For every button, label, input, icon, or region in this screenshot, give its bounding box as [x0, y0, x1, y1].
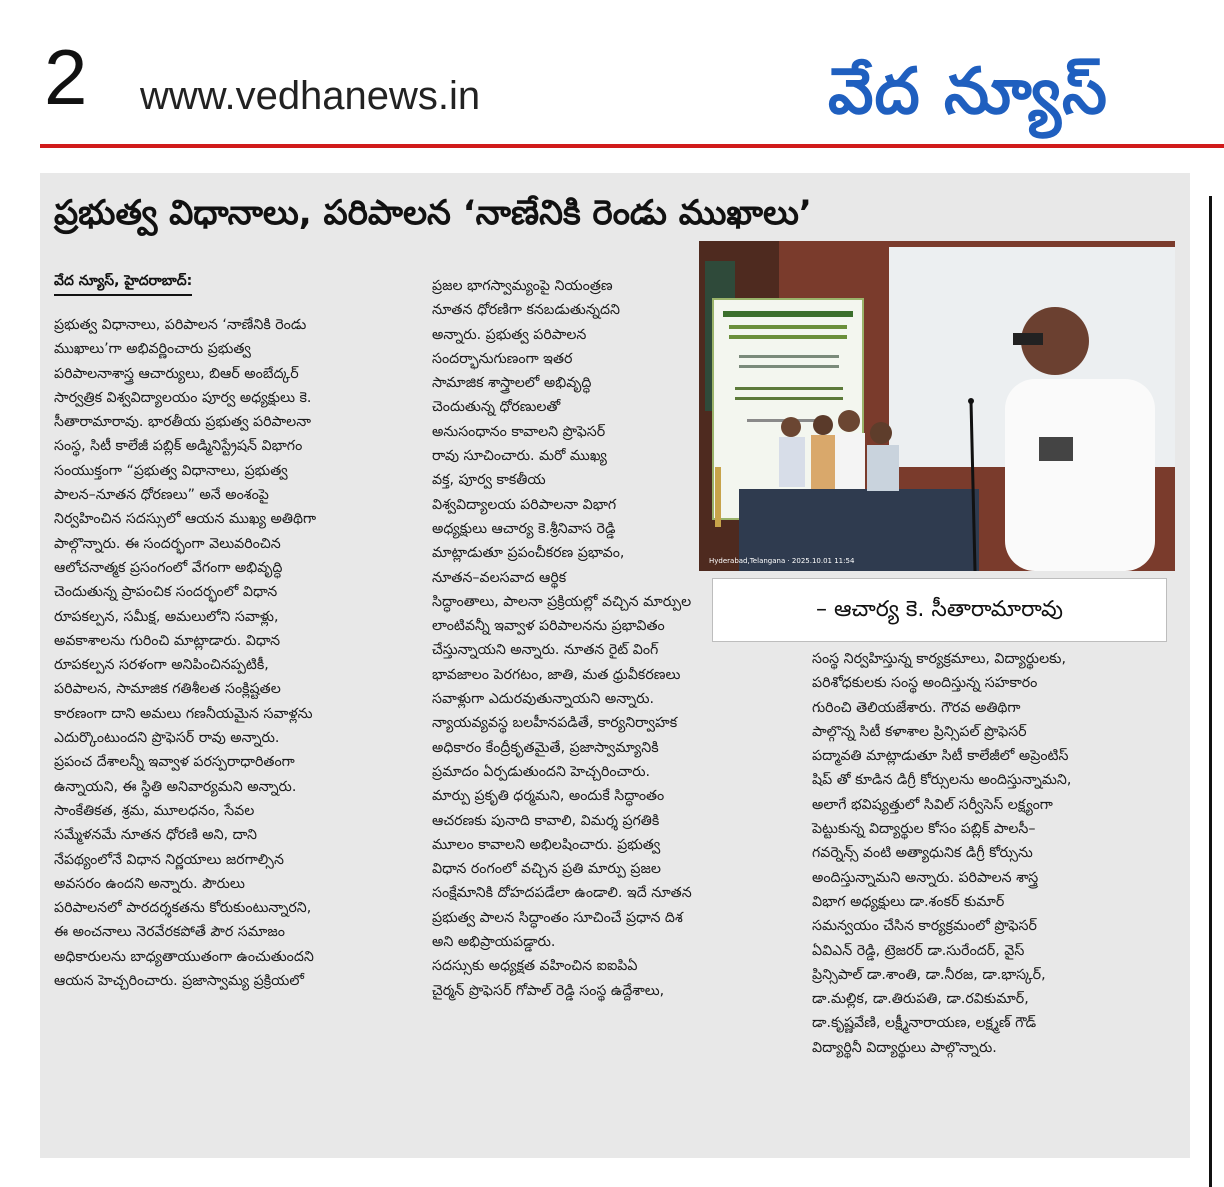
photo-stamp: Hyderabad,Telangana · 2025.10.01 11:54 [709, 557, 855, 565]
byline: వేద న్యూస్, హైదరాబాద్: [54, 273, 192, 296]
article-column-1 [54, 313, 420, 993]
column-rule [1209, 196, 1212, 1187]
event-photo [699, 241, 1175, 571]
photo-illustration [699, 241, 1175, 571]
masthead-logo: వేద న్యూస్ [828, 55, 1108, 129]
photo-caption: – ఆచార్య కె. సీతారామారావు [712, 578, 1167, 642]
article-box [40, 173, 1190, 1158]
column-text: సంస్థ నిర్వహిస్తున్న కార్యక్రమాలు, విద్యార్థులకు, పరిశోధకులకు సంస్థ అందిస్తున్న సహకారం గురించి తెలియజేశారు. గౌరవ అతిథిగా పాల్గొన్న సిటీ కళాశాల ప్రిన్సిపల్ ప్రొఫెసర్ పద్మావతి మాట్లాడుతూ సిటీ కాలేజీలో అప్రెంటిస్ షిప్ తో కూడిన డిగ్రీ కోర్సులను అందిస్తున్నామని, అలాగే భవిష్యత్తులో సివిల్ సర్వీసెస్ లక్ష్యంగా పెట్టుకున్న విద్యార్థుల కోసం పబ్లిక్ పాలసీ– గవర్నెన్స్ వంటి అత్యాధునిక డిగ్రీ కోర్సును అందిస్తున్నామని అన్నారు. పరిపాలన శాస్త్ర విభాగ అధ్యక్షులు డా.శంకర్ కుమార్ సమన్వయం చేసిన కార్యక్రమంలో ప్రొఫెసర్ ఏవిఎన్ రెడ్డి, ట్రెజరర్ డా.సురేందర్, వైస్ ప్రిన్సిపాల్ డా.శాంతి, డా.నీరజ, డా.భాస్కర్, డా.మల్లిక, డా.తిరుపతి, డా.రవికుమార్, డా.కృష్ణవేణి, లక్ష్మీనారాయణ, లక్ష్మణ్ గౌడ్ విద్యార్థినీ విద్యార్థులు పాల్గొన్నారు. [812, 651, 1072, 1056]
headline: ప్రభుత్వ విధానాలు, పరిపాలన ‘నాణేనికి రెండు ముఖాలు’ [54, 193, 812, 233]
column-text: ప్రజల భాగస్వామ్యంపై నియంత్రణ నూతన ధోరణిగా కనబడుతున్నదని అన్నారు. ప్రభుత్వ పరిపాలన సందర్భానుగుణంగా ఇతర సామాజిక శాస్త్రాలలో అభివృద్ధి చెందుతున్న ధోరణులతో అనుసంధానం కావాలని ప్రొఫెసర్ రావు సూచించారు. మరో ముఖ్య వక్త, పూర్వ కాకతీయ విశ్వవిద్యాలయ పరిపాలనా విభాగ అధ్యక్షులు ఆచార్య కె.శ్రీనివాస రెడ్డి మాట్లాడుతూ ప్రపంచీకరణ ప్రభావం, నూతన–వలసవాద ఆర్థిక సిద్ధాంతాలు, పాలనా ప్రక్రియల్లో వచ్చిన మార్పుల లాంటివన్నీ ఇవ్వాళ పరిపాలనను ప్రభావితం చేస్తున్నాయని అన్నారు. నూతన రైట్ వింగ్ భావజాలం పెరగటం, జాతి, మత ధ్రువీకరణలు సవాళ్లుగా ఎదురవుతున్నాయని అన్నారు. న్యాయవ్యవస్థ బలహీనపడితే, కార్యనిర్వాహక అధికారం కేంద్రీకృతమైతే, ప్రజాస్వామ్యానికి ప్రమాదం ఏర్పడుతుందని హెచ్చరించారు. మార్పు ప్రకృతి ధర్మమని, అందుకే సిద్ధాంతం ఆచరణకు పునాది కావాలి, విమర్శ ప్రగతికి మూలం కావాలని అభిలషించారు. ప్రభుత్వ విధాన రంగంలో వచ్చిన ప్రతి మార్పు ప్రజల సంక్షేమానికి దోహదపడేలా ఉండాలి. ఇదే నూతన ప్రభుత్వ పాలన సిద్ధాంతం సూచించే ప్రధాన దిశ అని అభిప్రాయపడ్డారు. సదస్సుకు అధ్యక్షత వహించిన ఐఐపిఏ చైర్మన్ ప్రొఫెసర్ గోపాల్ రెడ్డి సంస్థ ఉద్దేశాలు, [432, 278, 692, 999]
page-number: 2 [44, 33, 88, 121]
article-column-3 [812, 647, 1178, 1060]
header-divider [40, 144, 1224, 148]
column-text: ప్రభుత్వ విధానాలు, పరిపాలన ‘నాణేనికి రెండు ముఖాలు’గా అభివర్ణించారు ప్రభుత్వ పరిపాలనాశాస్త్ర ఆచార్యులు, బిఆర్ అంబేద్కర్ సార్వత్రిక విశ్వవిద్యాలయం పూర్వ అధ్యక్షులు కె. సీతారామారావు. భారతీయ ప్రభుత్వ పరిపాలనా సంస్థ, సిటీ కాలేజీ పబ్లిక్ అడ్మినిస్ట్రేషన్ విభాగం సంయుక్తంగా “ప్రభుత్వ విధానాలు, ప్రభుత్వ పాలన–నూతన ధోరణలు” అనే అంశంపై నిర్వహించిన సదస్సులో ఆయన ముఖ్య అతిథిగా పాల్గొన్నారు. ఈ సందర్భంగా వెలువరించిన ఆలోచనాత్మక ప్రసంగంలో వేగంగా అభివృద్ధి చెందుతున్న ప్రాపంచిక సందర్భంలో విధాన రూపకల్పన, సమీక్ష, అమలులోని సవాళ్లు, అవకాశాలను గురించి మాట్లాడారు. విధాన రూపకల్పన సరళంగా అనిపించినప్పటికీ, పరిపాలన, సామాజిక గతిశీలత సంక్లిష్టతల కారణంగా దాని అమలు గణనీయమైన సవాళ్లను ఎదుర్కొంటుందని ప్రొఫెసర్ రావు అన్నారు. ప్రపంచ దేశాలన్నీ ఇవ్వాళ పరస్పరాధారితంగా ఉన్నాయని, ఈ స్థితి అనివార్యమని అన్నారు. సాంకేతికత, శ్రమ, మూలధనం, సేవల సమ్మేళనమే నూతన ధోరణి అని, దాని నేపథ్యంలోనే విధాన నిర్ణయాలు జరగాల్సిన అవసరం ఉందని అన్నారు. పౌరులు పరిపాలనలో పారదర్శకతను కోరుకుంటున్నారని, ఈ అంచనాలు నెరవేరకపోతే పౌర సమాజం అధికారులను బాధ్యతాయుతంగా ఉంచుతుందని ఆయన హెచ్చరించారు. ప్రజాస్వామ్య ప్రక్రియలో [54, 317, 317, 990]
website-url: www.vedhanews.in [140, 74, 481, 118]
